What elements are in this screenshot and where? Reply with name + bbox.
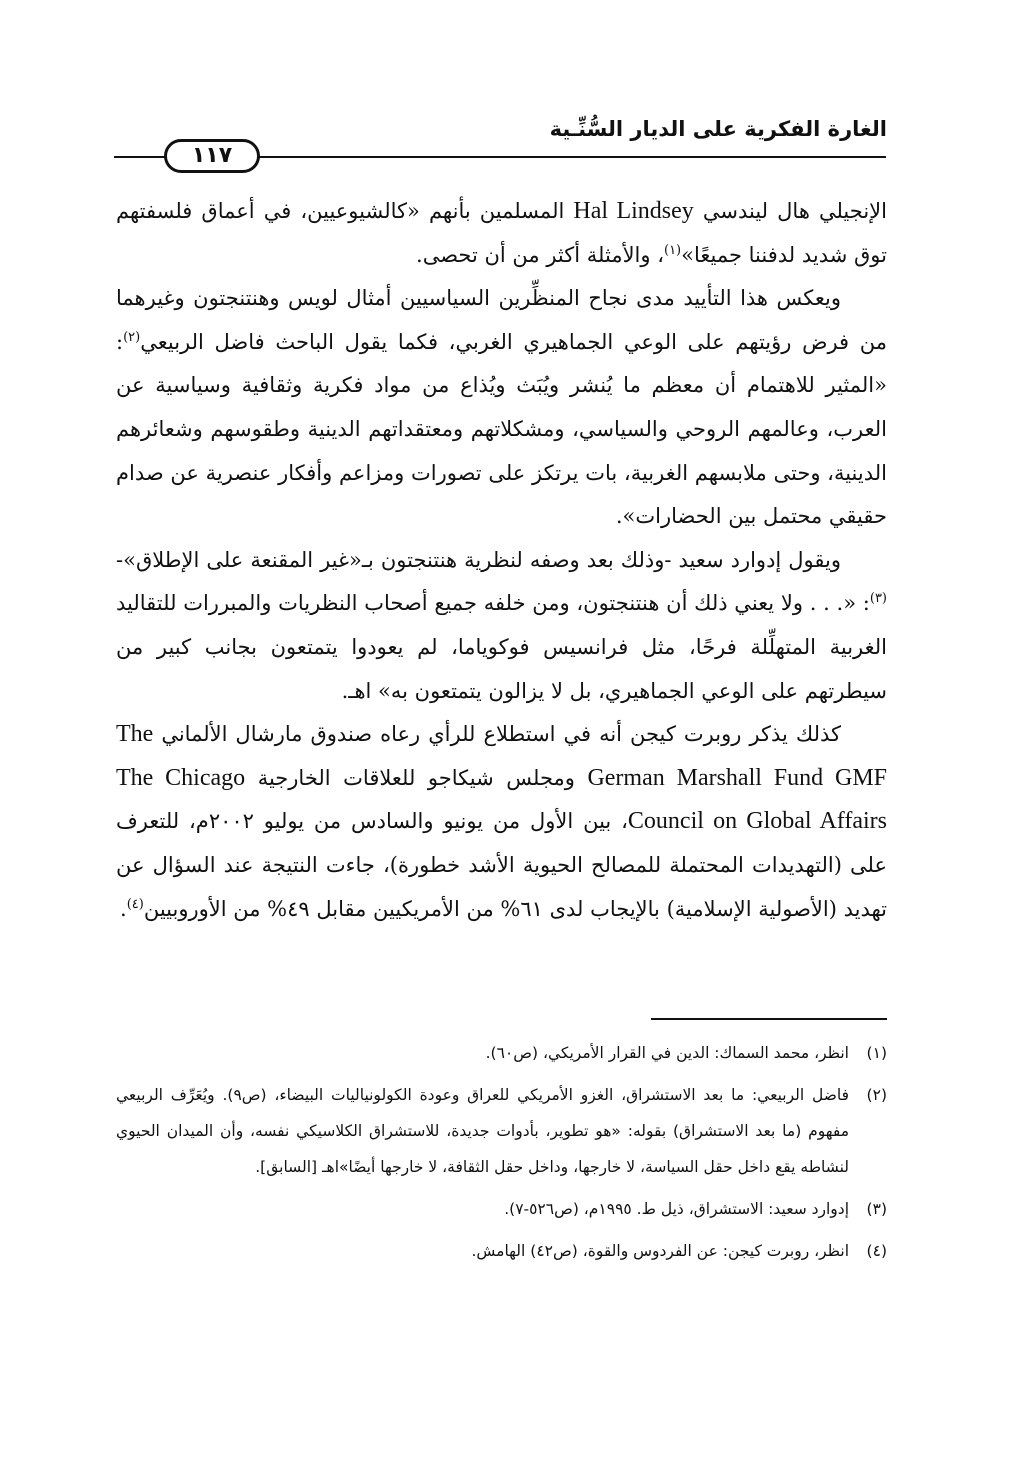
p3-text-b: : «. . . ولا يعني ذلك أن هنتنجتون، ومن خلفه جميع أصحاب النظريات والمبررات للتقاليد الغربية المتهلِّلة فرحًا، مثل فرانسيس فوكوياما، لم يعودوا يتمتعون بجانب كبير من سيطرتهم على الوعي الجماهيري، بل لا يزالون يتمتعون به» اهـ.	[116, 591, 887, 703]
footnote-ref-2[interactable]: (٢)	[123, 329, 141, 345]
p2-text-a: ويعكس هذا التأييد مدى نجاح المنظِّرين السياسيين أمثال لويس وهنتنجتون وغيرهما من فرض رؤيتهم على الوعي الجماهيري الغربي، فكما يقول الباحث فاضل الربيعي	[116, 286, 887, 354]
main-text	[116, 190, 887, 931]
paragraph-3	[116, 539, 887, 713]
running-title: الغارة الفكرية على الديار السُّنِّـية	[549, 117, 887, 141]
p1-text-a: الإنجيلي هال ليندسي	[693, 199, 887, 223]
p1-latin-name: Hal Lindsey	[573, 198, 694, 224]
footnote-ref-3[interactable]: (٣)	[869, 591, 887, 607]
footnote-text: انظر، محمد السماك: الدين في القرار الأمريكي، (ص٦٠).	[485, 1044, 849, 1062]
footnotes	[116, 1035, 887, 1269]
footnote-ref-1[interactable]: (١)	[663, 242, 682, 258]
footnote-text: فاضل الربيعي: ما بعد الاستشراق، الغزو الأمريكي للعراق وعودة الكولونياليات البيضاء، (ص٩). ويُعَرِّف الربيعي مفهوم (ما بعد الاستشراق) بقوله: «هو تطوير، بأدوات جديدة، للاستشراق الكلاسيكي نفسه، وأن الميدان الحيوي لنشاطه يقع داخل حقل السياسة، لا خارجها، وداخل حقل الثقافة، لا خارجها أيضًا»اهـ [السابق].	[116, 1086, 849, 1176]
footnote-number: (٢)	[866, 1086, 887, 1104]
footnote-3	[116, 1191, 887, 1227]
p1-text-b: المسلمين بأنهم «كالشيوعيين، في أعماق فلسفتهم توق شديد لدفننا جميعًا»	[116, 199, 887, 267]
p4-text-a: كذلك يذكر روبرت كيجن أنه في استطلاع للرأي رعاه صندوق مارشال الألماني	[153, 722, 841, 747]
footnote-separator	[651, 1018, 887, 1020]
page-number-badge: ١١٧	[164, 139, 260, 173]
footnote-number: (٣)	[866, 1200, 887, 1218]
p4-text-d: .	[120, 896, 127, 921]
footnote-2	[116, 1077, 887, 1185]
footnote-ref-4[interactable]: (٤)	[126, 896, 144, 912]
footnote-number: (٤)	[866, 1242, 887, 1260]
p2-text-b: : «المثير للاهتمام أن معظم ما يُنشر ويُبَث ويُذاع من مواد فكرية وثقافية وسياسية عن العرب، وعالمهم الروحي والسياسي، ومشكلاتهم ومعتقداتهم الدينية وطقوسهم وشعائرهم الدينية، وحتى ملابسهم الغربية، بات يرتكز على تصورات ومزاعم وأفكار عنصرية عن صدام حقيقي محتمل بين الحضارات».	[116, 329, 887, 529]
paragraph-2	[116, 277, 887, 539]
paragraph-1	[116, 190, 887, 277]
p3-text-a: ويقول إدوارد سعيد -وذلك بعد وصفه لنظرية هنتنجتون بـ«غير المقنعة على الإطلاق»-	[116, 547, 841, 572]
footnote-text: انظر، روبرت كيجن: عن الفردوس والقوة، (ص٤٢) الهامش.	[471, 1242, 849, 1260]
footnote-text: إدوارد سعيد: الاستشراق، ذيل ط. ١٩٩٥م، (ص٥٢٦-٧).	[504, 1200, 849, 1218]
footnote-number: (١)	[866, 1044, 887, 1062]
p4-latin-gmf: The German Marshall Fund GMF	[116, 721, 888, 791]
p1-text-c: ، والأمثلة أكثر من أن تحصى.	[416, 242, 664, 267]
footnote-1	[116, 1035, 887, 1071]
footnote-4	[116, 1233, 887, 1269]
paragraph-4	[116, 713, 887, 931]
p4-text-c: ، بين الأول من يونيو والسادس من يوليو ٢٠٠٢م، للتعرف على (التهديدات المحتملة للمصالح الحيوية الأشد خطورة)، جاءت النتيجة عند السؤال عن تهديد (الأصولية الإسلامية) بالإيجاب لدى ٦١% من الأمريكيين مقابل ٤٩% من الأوروبيين	[116, 809, 887, 921]
p4-text-b: ومجلس شيكاجو للعلاقات الخارجية	[245, 765, 588, 790]
p4-latin-chicago: The Chicago Council on Global Affairs	[116, 764, 887, 835]
